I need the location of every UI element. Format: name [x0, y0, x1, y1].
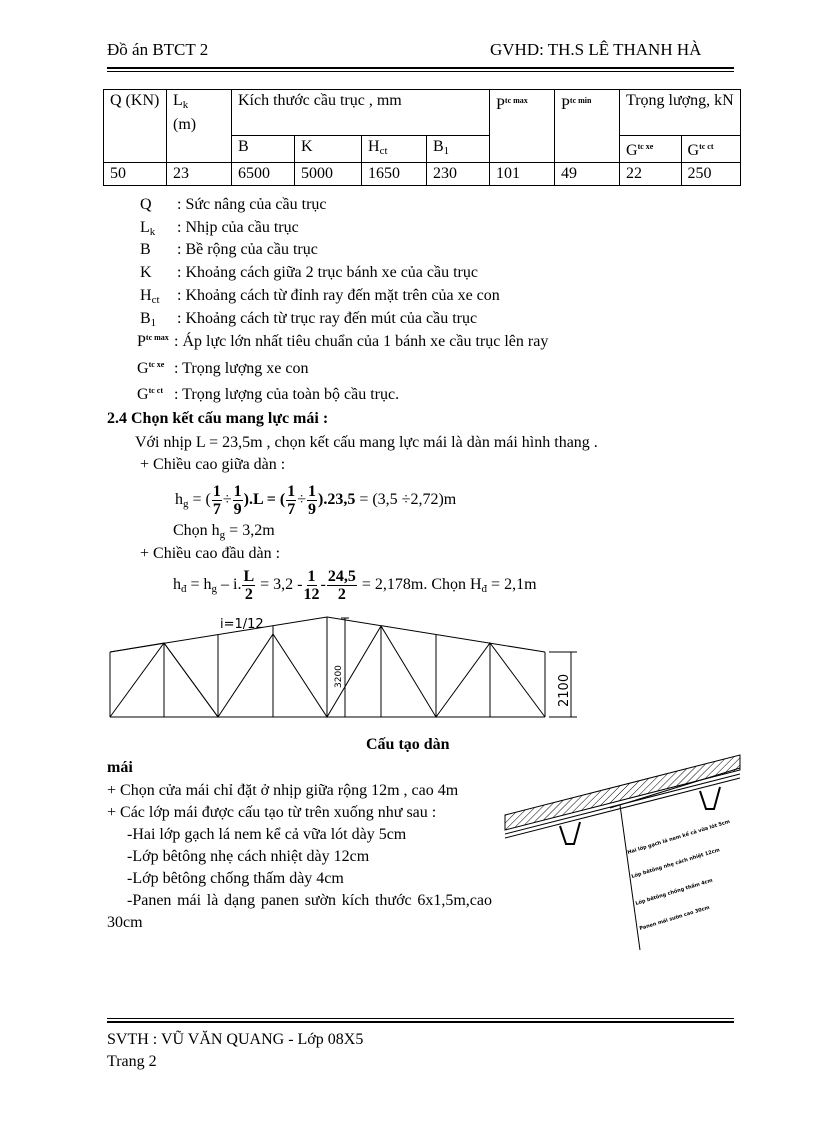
hd-formula: $h_đ = h_g - i$. $\frac{L}{2}$ = 3,2 - $\frac{1}{12}$ - $\frac{24,5}{2}$ = 2,178m. Chọn $H_đ = 2,1m$: [173, 567, 537, 603]
th-b: B: [232, 136, 295, 163]
end-height-label: + Chiều cao đầu dàn :: [140, 545, 281, 562]
legend-item: Q : Sức nâng của cầu trục: [140, 196, 327, 213]
table-row: 50 23 6500 5000 1650 230 101 49 22 250: [104, 163, 741, 186]
roof-label-2: Lớp bêtông nhẹ cách nhiệt 12cm: [630, 847, 721, 880]
th-lk: $L_k$ (m): [167, 90, 232, 163]
section-heading: 2.4 Chọn kết cấu mang lực mái :: [107, 410, 329, 427]
roof-layers-diagram: [500, 750, 745, 960]
truss-caption: Cấu tạo dàn: [366, 736, 450, 753]
legend-item: $H_{ct}$ : Khoảng cách từ đỉnh ray đến mặt trên của xe con: [140, 287, 500, 306]
th-hct: $H_{ct}$: [362, 136, 427, 163]
roof-label-3: Lớp bêtông chống thấm 4cm: [634, 877, 714, 907]
legend-item: $G^{tc xe}$ : Trọng lượng xe con: [137, 360, 309, 377]
legend-item: $G^{tc ct}$ : Trọng lượng của toàn bộ cầu trục.: [137, 386, 400, 403]
header-rule-thin: [107, 71, 734, 72]
th-q: Q (KN): [104, 90, 167, 163]
roof-label-1: Hai lớp gạch lá nem kể cả vữa lót 5cm: [626, 818, 731, 856]
header-left: Đồ án BTCT 2: [107, 40, 209, 59]
th-gct: $G^{tc ct}$: [681, 136, 741, 163]
th-pmin: $P^{tc min}$: [555, 90, 620, 163]
footer-page: Trang 2: [107, 1053, 157, 1070]
th-b1: $B_1$: [427, 136, 490, 163]
legend-item: $B_1$ : Khoảng cách từ trục ray đến mút của cầu trục: [140, 310, 478, 329]
roof-label-4: Panen mái sườn cao 30cm: [638, 904, 711, 932]
end-height-dim: 2100: [557, 673, 572, 707]
mid-height-dim: 3200: [334, 665, 344, 688]
th-k: K: [295, 136, 362, 163]
legend-item: $L_k$ : Nhịp của cầu trục: [140, 219, 299, 238]
truss-caption-cont: mái: [107, 759, 133, 776]
hg-formula: $h_g$ = ( $\frac{1}{7}$ ÷ $\frac{1}{9}$ ).L = ( $\frac{1}{7}$ ÷ $\frac{1}{9}$ ).23,5 = (3,5 ÷2,72)m: [175, 482, 457, 518]
slope-label: i=1/12: [220, 617, 264, 632]
truss-diagram: [105, 610, 585, 728]
footer-rule: [107, 1021, 734, 1023]
header-right: GVHD: TH.S LÊ THANH HÀ: [490, 40, 702, 59]
section-intro: Với nhịp L = 23,5m , chọn kết cấu mang lực mái là dàn mái hình thang .: [135, 434, 598, 451]
footer-student: SVTH : VŨ VĂN QUANG - Lớp 08X5: [107, 1031, 364, 1048]
mid-height-label: + Chiều cao giữa dàn :: [140, 456, 286, 473]
th-dims: Kích thước cầu trục , mm: [232, 90, 490, 136]
th-gxe: $G^{tc xe}$: [620, 136, 682, 163]
th-weight: Trọng lượng, kN: [620, 90, 741, 136]
legend-item: K : Khoảng cách giữa 2 trục bánh xe của cầu trục: [140, 264, 478, 281]
roof-paragraph: + Chọn cửa mái chỉ đặt ở nhịp giữa rộng 12m , cao 4m + Các lớp mái được cấu tạo từ trên xuống như sau : -Hai lớp gạch lá nem kể cả vữa lót dày 5cm -Lớp bêtông nhẹ cách nhiệt dày 12cm -Lớp bêtông chống thấm dày 4cm -Panen mái là dạng panen sườn kích thước 6x1,5m,cao 30cm: [107, 782, 492, 931]
legend-item: $P^{tc max}$ : Áp lực lớn nhất tiêu chuẩn của 1 bánh xe cầu trục lên ray: [137, 333, 549, 350]
legend-item: B : Bề rộng của cầu trục: [140, 241, 318, 258]
header-rule: [107, 67, 734, 69]
th-pmax: $P^{tc max}$: [490, 90, 555, 163]
crane-spec-table: [103, 89, 741, 186]
choose-hg: Chọn $h_g = 3,2m$: [173, 522, 275, 541]
footer-rule-thin: [107, 1018, 734, 1019]
